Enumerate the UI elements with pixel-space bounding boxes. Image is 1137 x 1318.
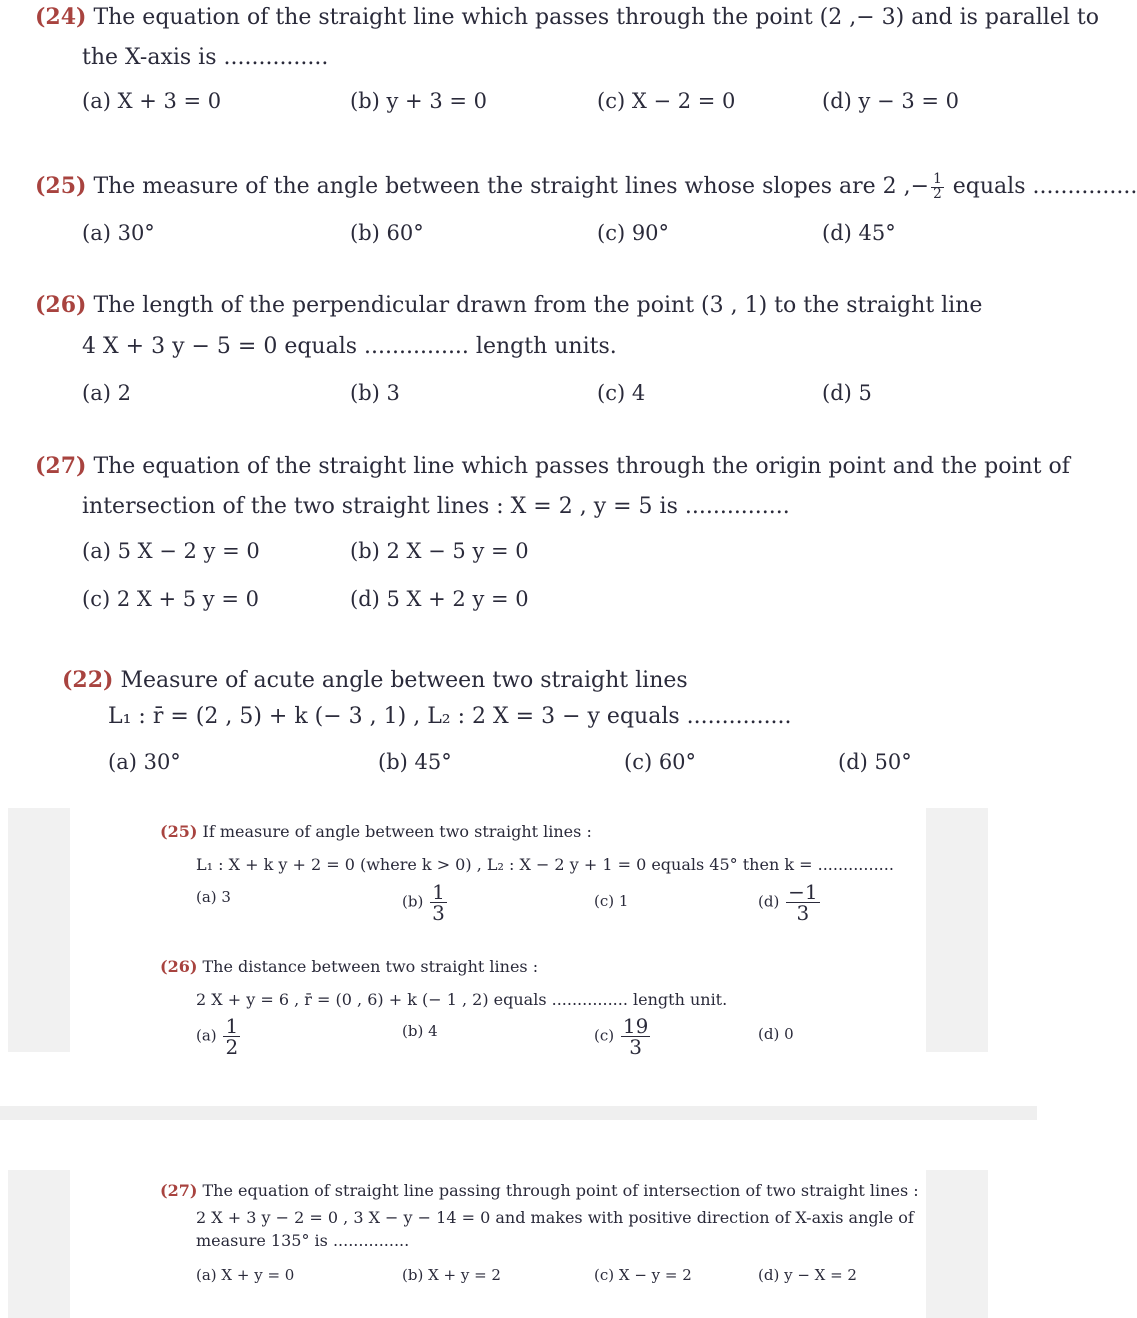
option-a[interactable]: (a) 30° (108, 750, 181, 774)
numerator: 1 (933, 171, 942, 187)
option-b[interactable]: (b) 60° (350, 221, 424, 245)
page-divider (0, 1106, 1037, 1120)
question-number: (24) (35, 4, 87, 30)
fraction (931, 173, 944, 201)
question-number: (26) (160, 957, 198, 976)
question-text: The equation of the straight line which passes through the point (2 ,− 3) and is parallel to (93, 5, 1099, 30)
question-22 (62, 667, 688, 693)
fraction (223, 1016, 240, 1057)
option-c[interactable]: (c) X − y = 2 (594, 1266, 692, 1284)
option-a[interactable]: (a) 2 (82, 381, 131, 405)
option-c[interactable]: (c) 1 (594, 892, 629, 910)
option-b[interactable]: (b) y + 3 = 0 (350, 89, 487, 113)
question-text: The equation of straight line passing through point of intersection of two straight lines : (202, 1181, 919, 1200)
option-b[interactable] (402, 882, 449, 923)
option-a[interactable]: (a) 5 X − 2 y = 0 (82, 539, 260, 563)
question-text: Measure of acute angle between two straight lines (120, 668, 688, 693)
question-text-cont: measure 135° is ............... (196, 1231, 410, 1250)
question-text-cont: 2 X + y = 6 , r̄ = (0 , 6) + k (− 1 , 2) equals ............... length unit. (196, 990, 728, 1009)
left-margin-panel (8, 808, 70, 1052)
question-number: (22) (62, 667, 114, 693)
denominator: 2 (225, 1035, 239, 1059)
question-27b (160, 1181, 919, 1200)
option-a[interactable]: (a) 3 (196, 888, 231, 906)
option-d[interactable]: (d) y − 3 = 0 (822, 89, 959, 113)
option-d[interactable]: (d) 5 (822, 381, 872, 405)
question-text-end: equals ............... (952, 174, 1137, 200)
question-text: The distance between two straight lines : (202, 957, 539, 976)
question-26b (160, 957, 538, 976)
denominator: 3 (629, 1035, 642, 1059)
option-d[interactable]: (d) 45° (822, 221, 896, 245)
option-b[interactable]: (b) X + y = 2 (402, 1266, 501, 1284)
question-27 (35, 453, 1070, 479)
option-d[interactable]: (d) 5 X + 2 y = 0 (350, 587, 529, 611)
option-d[interactable] (758, 882, 822, 923)
question-number: (26) (35, 292, 87, 318)
question-text-cont: intersection of the two straight lines : X = 2 , y = 5 is ............... (82, 494, 790, 519)
option-d[interactable]: (d) 0 (758, 1025, 794, 1043)
question-25 (35, 173, 1137, 201)
numerator: 1 (225, 1014, 239, 1038)
question-25b (160, 822, 592, 841)
question-number: (27) (35, 453, 87, 479)
question-number: (25) (160, 822, 198, 841)
option-a[interactable]: (a) X + y = 0 (196, 1266, 295, 1284)
fraction (430, 882, 447, 923)
question-number: (25) (35, 173, 87, 200)
option-c[interactable]: (c) 4 (597, 381, 646, 405)
left-margin-panel (8, 1170, 70, 1318)
question-text: The equation of the straight line which passes through the origin point and the point of (93, 454, 1070, 479)
numerator: 19 (622, 1014, 649, 1038)
option-label: (b) (402, 892, 424, 911)
numerator: −1 (788, 880, 818, 904)
denominator: 3 (432, 901, 445, 925)
option-b[interactable]: (b) 4 (402, 1022, 438, 1040)
question-text-cont: 4 X + 3 y − 5 = 0 equals ............... length units. (82, 334, 617, 359)
question-text-cont: the X-axis is ............... (82, 45, 329, 70)
question-text-cont: 2 X + 3 y − 2 = 0 , 3 X − y − 14 = 0 and makes with positive direction of X-axis angle of (196, 1208, 914, 1227)
option-a[interactable]: (a) 30° (82, 221, 155, 245)
right-margin-panel (926, 1170, 988, 1318)
question-text-cont: L₁ : r̄ = (2 , 5) + k (− 3 , 1) , L₂ : 2 X = 3 − y equals ............... (108, 704, 792, 729)
option-d[interactable]: (d) y − X = 2 (758, 1266, 857, 1284)
option-c[interactable]: (c) 2 X + 5 y = 0 (82, 587, 259, 611)
fraction (621, 1016, 650, 1057)
denominator: 3 (796, 901, 810, 925)
question-26 (35, 292, 982, 318)
fraction (786, 882, 819, 923)
option-label: (c) (594, 1026, 615, 1045)
option-c[interactable]: (c) 60° (624, 750, 697, 774)
option-c[interactable]: (c) 90° (597, 221, 670, 245)
numerator: 1 (432, 880, 445, 904)
option-c[interactable] (594, 1016, 652, 1057)
question-text: If measure of angle between two straight lines : (202, 822, 592, 841)
option-b[interactable]: (b) 2 X − 5 y = 0 (350, 539, 529, 563)
option-d[interactable]: (d) 50° (838, 750, 912, 774)
question-text: The measure of the angle between the straight lines whose slopes are 2 ,− (93, 174, 930, 200)
denominator: 2 (933, 185, 942, 202)
right-margin-panel (926, 808, 988, 1052)
question-text: The length of the perpendicular drawn from the point (3 , 1) to the straight line (93, 293, 983, 318)
option-a[interactable] (196, 1016, 242, 1057)
option-b[interactable]: (b) 3 (350, 381, 400, 405)
option-b[interactable]: (b) 45° (378, 750, 452, 774)
question-number: (27) (160, 1181, 198, 1200)
option-label: (d) (758, 892, 780, 911)
option-c[interactable]: (c) X − 2 = 0 (597, 89, 736, 113)
question-text-cont: L₁ : X + k y + 2 = 0 (where k > 0) , L₂ : X − 2 y + 1 = 0 equals 45° then k = ............... (196, 855, 894, 874)
question-24 (35, 4, 1099, 30)
option-label: (a) (196, 1026, 217, 1045)
option-a[interactable]: (a) X + 3 = 0 (82, 89, 222, 113)
